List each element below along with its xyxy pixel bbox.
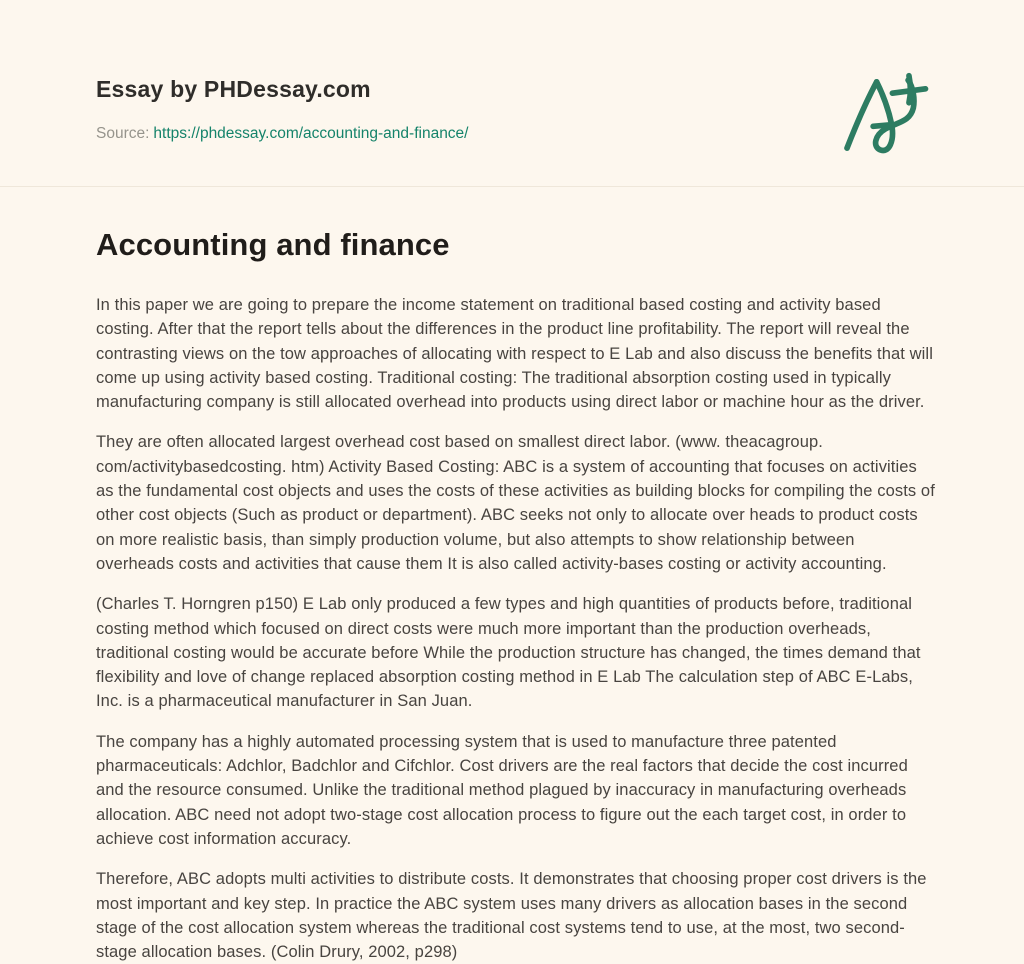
source-link[interactable]: https://phdessay.com/accounting-and-finance/ (153, 125, 469, 142)
page-header (0, 0, 1024, 162)
essay-paragraph: They are often allocated largest overhead cost based on smallest direct labor. (www. theacagroup. com/activitybasedcosting. htm) Activity Based Costing: ABC is a system of accounting that focuses on activities as the fundamental cost objects and uses the costs of these activities as building blocks for compiling the costs of other cost objects (Such as product or department). ABC seeks not only to allocate over heads to product costs on more realistic basis, than simply production volume, but also attempts to show relationship between overheads costs and activities that cause them It is also called activity-bases costing or activity accounting. (96, 433, 935, 573)
phdessay-a-plus-logo-icon (840, 68, 936, 162)
essay-paragraph: The company has a highly automated processing system that is used to manufacture three patented pharmaceuticals: Adchlor, Badchlor and Cifchlor. Cost drivers are the real factors that decide the cost incurred and the resource consumed. Unlike the traditional method plagued by inaccuracy in manufacturing overheads allocation. ABC need not adopt two-stage cost allocation process to figure out the each target cost, in order to achieve cost information accuracy. (96, 732, 908, 848)
source-line (96, 125, 469, 143)
essay-article (0, 187, 1024, 964)
header-title: Essay by PHDessay.com (96, 76, 371, 102)
essay-title: Accounting and finance (96, 227, 450, 262)
essay-paragraph: (Charles T. Horngren p150) E Lab only produced a few types and high quantities of products before, traditional costing method which focused on direct costs were much more important than the production overheads, traditional costing would be accurate before While the production structure has changed, the times demand that flexibility and love of change replaced absorption costing method in E Lab The calculation step of ABC E-Labs, Inc. is a pharmaceutical manufacturer in San Juan. (96, 595, 921, 711)
header-text-block (96, 72, 469, 143)
essay-paragraph: In this paper we are going to prepare the income statement on traditional based costing and activity based costing. After that the report tells about the differences in the product line profitability. The report will reveal the contrasting views on the tow approaches of allocating with respect to E Lab and also discuss the benefits that will come up using activity based costing. Traditional costing: The traditional absorption costing used in typically manufacturing company is still allocated overhead into products using direct labor or machine hour as the driver. (96, 296, 933, 412)
essay-paragraph: Therefore, ABC adopts multi activities to distribute costs. It demonstrates that choosing proper cost drivers is the most important and key step. In practice the ABC system uses many drivers as allocation bases in the second stage of the cost allocation system whereas the traditional cost systems tend to use, at the most, two second-stage allocation bases. (Colin Drury, 2002, p298) (96, 870, 927, 962)
essay-body (96, 293, 936, 964)
source-label: Source: (96, 125, 150, 142)
